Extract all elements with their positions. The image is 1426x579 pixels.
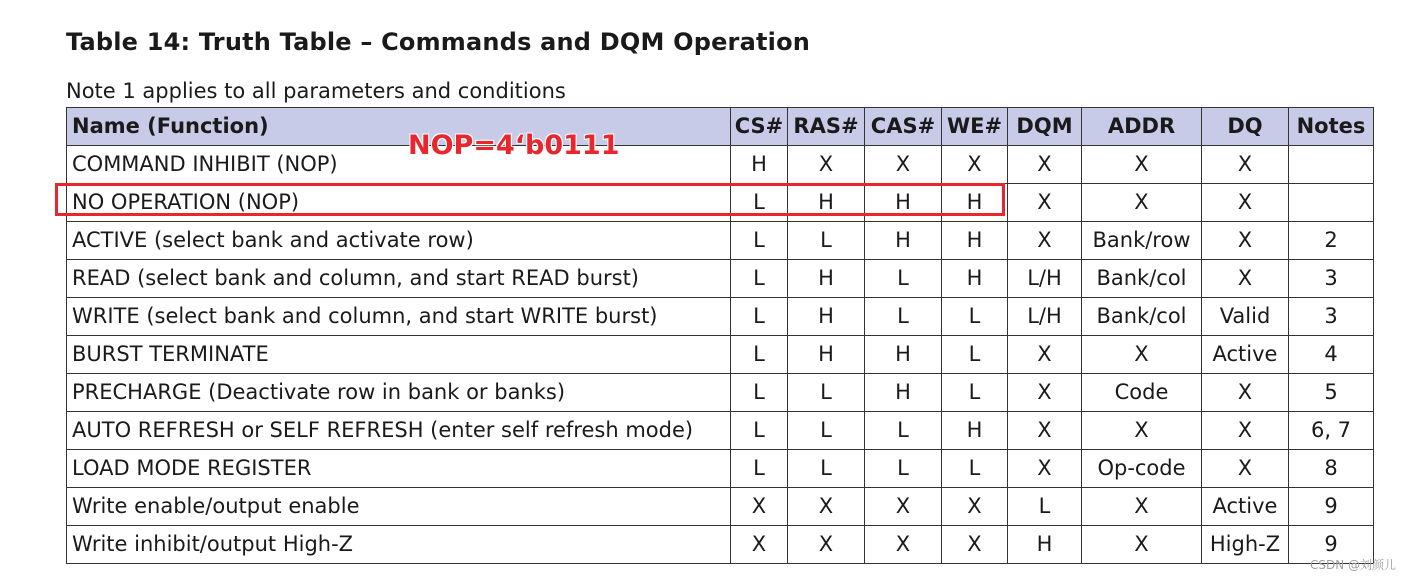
cell-dq: Valid	[1202, 298, 1289, 336]
cell-dqm: L/H	[1008, 298, 1082, 336]
cell-cas: H	[865, 336, 942, 374]
col-header-notes: Notes	[1289, 108, 1374, 146]
cell-cas: X	[865, 146, 942, 184]
cell-we: X	[942, 526, 1008, 564]
col-header-cs: CS#	[731, 108, 788, 146]
cell-name: COMMAND INHIBIT (NOP)	[67, 146, 731, 184]
cell-dq: Active	[1202, 336, 1289, 374]
cell-addr: Bank/col	[1082, 260, 1202, 298]
cell-ras: H	[788, 184, 865, 222]
cell-dq: High-Z	[1202, 526, 1289, 564]
cell-dqm: L	[1008, 488, 1082, 526]
cell-we: H	[942, 222, 1008, 260]
cell-we: L	[942, 450, 1008, 488]
cell-notes: 8	[1289, 450, 1374, 488]
cell-we: X	[942, 146, 1008, 184]
table-row	[67, 374, 1374, 412]
cell-cas: H	[865, 222, 942, 260]
cell-addr: X	[1082, 488, 1202, 526]
col-header-cas: CAS#	[865, 108, 942, 146]
cell-cs: L	[731, 374, 788, 412]
cell-name: AUTO REFRESH or SELF REFRESH (enter self refresh mode)	[67, 412, 731, 450]
cell-addr: Bank/row	[1082, 222, 1202, 260]
cell-ras: H	[788, 336, 865, 374]
cell-dq: Active	[1202, 488, 1289, 526]
truth-table	[66, 107, 1374, 564]
cell-cs: L	[731, 184, 788, 222]
cell-addr: X	[1082, 184, 1202, 222]
cell-cs: L	[731, 412, 788, 450]
cell-notes: 4	[1289, 336, 1374, 374]
cell-notes: 5	[1289, 374, 1374, 412]
col-header-dqm: DQM	[1008, 108, 1082, 146]
cell-dq: X	[1202, 222, 1289, 260]
cell-dqm: X	[1008, 222, 1082, 260]
cell-name: Write enable/output enable	[67, 488, 731, 526]
cell-addr: X	[1082, 412, 1202, 450]
cell-cs: H	[731, 146, 788, 184]
table-row	[67, 260, 1374, 298]
nop-annotation: NOP=4‘b0111	[408, 130, 620, 161]
cell-notes: 9	[1289, 526, 1374, 564]
cell-ras: L	[788, 412, 865, 450]
cell-name: NO OPERATION (NOP)	[67, 184, 731, 222]
col-header-dq: DQ	[1202, 108, 1289, 146]
cell-cas: H	[865, 374, 942, 412]
cell-name: READ (select bank and column, and start READ burst)	[67, 260, 731, 298]
cell-dqm: X	[1008, 374, 1082, 412]
cell-ras: L	[788, 450, 865, 488]
cell-notes: 6, 7	[1289, 412, 1374, 450]
cell-ras: H	[788, 260, 865, 298]
watermark: CSDN @刘颜儿	[1310, 558, 1397, 572]
cell-notes	[1289, 184, 1374, 222]
cell-cs: X	[731, 526, 788, 564]
cell-addr: Op-code	[1082, 450, 1202, 488]
cell-we: L	[942, 336, 1008, 374]
cell-dqm: L/H	[1008, 260, 1082, 298]
cell-name: PRECHARGE (Deactivate row in bank or banks)	[67, 374, 731, 412]
table-row	[67, 336, 1374, 374]
cell-cs: L	[731, 450, 788, 488]
cell-notes: 3	[1289, 298, 1374, 336]
table-row	[67, 222, 1374, 260]
col-header-ras: RAS#	[788, 108, 865, 146]
table-row	[67, 450, 1374, 488]
cell-name: BURST TERMINATE	[67, 336, 731, 374]
col-header-we: WE#	[942, 108, 1008, 146]
cell-dq: X	[1202, 412, 1289, 450]
table-row	[67, 146, 1374, 184]
cell-dq: X	[1202, 374, 1289, 412]
cell-dq: X	[1202, 146, 1289, 184]
cell-we: L	[942, 298, 1008, 336]
table-note: Note 1 applies to all parameters and conditions	[66, 79, 566, 103]
table-row	[67, 488, 1374, 526]
cell-dqm: X	[1008, 412, 1082, 450]
cell-name: ACTIVE (select bank and activate row)	[67, 222, 731, 260]
cell-cas: L	[865, 260, 942, 298]
cell-dq: X	[1202, 260, 1289, 298]
table-row	[67, 526, 1374, 564]
cell-notes	[1289, 146, 1374, 184]
cell-we: H	[942, 412, 1008, 450]
cell-dq: X	[1202, 184, 1289, 222]
table-title: Table 14: Truth Table – Commands and DQM Operation	[66, 28, 811, 56]
cell-ras: X	[788, 146, 865, 184]
cell-dq: X	[1202, 450, 1289, 488]
cell-dqm: X	[1008, 184, 1082, 222]
col-header-name: Name (Function)	[67, 108, 731, 146]
cell-cas: X	[865, 526, 942, 564]
cell-cas: L	[865, 450, 942, 488]
cell-notes: 2	[1289, 222, 1374, 260]
cell-ras: L	[788, 374, 865, 412]
cell-dqm: H	[1008, 526, 1082, 564]
table-row	[67, 298, 1374, 336]
col-header-addr: ADDR	[1082, 108, 1202, 146]
cell-cs: L	[731, 298, 788, 336]
cell-we: L	[942, 374, 1008, 412]
header-row	[67, 108, 1374, 146]
cell-name: WRITE (select bank and column, and start WRITE burst)	[67, 298, 731, 336]
cell-ras: L	[788, 222, 865, 260]
cell-cs: L	[731, 336, 788, 374]
cell-notes: 9	[1289, 488, 1374, 526]
cell-dqm: X	[1008, 146, 1082, 184]
cell-dqm: X	[1008, 336, 1082, 374]
cell-cs: X	[731, 488, 788, 526]
cell-cas: L	[865, 298, 942, 336]
cell-addr: X	[1082, 526, 1202, 564]
cell-notes: 3	[1289, 260, 1374, 298]
cell-addr: Code	[1082, 374, 1202, 412]
cell-cs: L	[731, 222, 788, 260]
cell-addr: X	[1082, 146, 1202, 184]
cell-ras: H	[788, 298, 865, 336]
table-row	[67, 184, 1374, 222]
cell-cas: X	[865, 488, 942, 526]
table-row	[67, 412, 1374, 450]
cell-name: Write inhibit/output High-Z	[67, 526, 731, 564]
cell-addr: X	[1082, 336, 1202, 374]
cell-cas: L	[865, 412, 942, 450]
cell-cas: H	[865, 184, 942, 222]
cell-we: X	[942, 488, 1008, 526]
cell-addr: Bank/col	[1082, 298, 1202, 336]
cell-we: H	[942, 260, 1008, 298]
cell-ras: X	[788, 488, 865, 526]
cell-ras: X	[788, 526, 865, 564]
cell-dqm: X	[1008, 450, 1082, 488]
cell-we: H	[942, 184, 1008, 222]
cell-name: LOAD MODE REGISTER	[67, 450, 731, 488]
cell-cs: L	[731, 260, 788, 298]
